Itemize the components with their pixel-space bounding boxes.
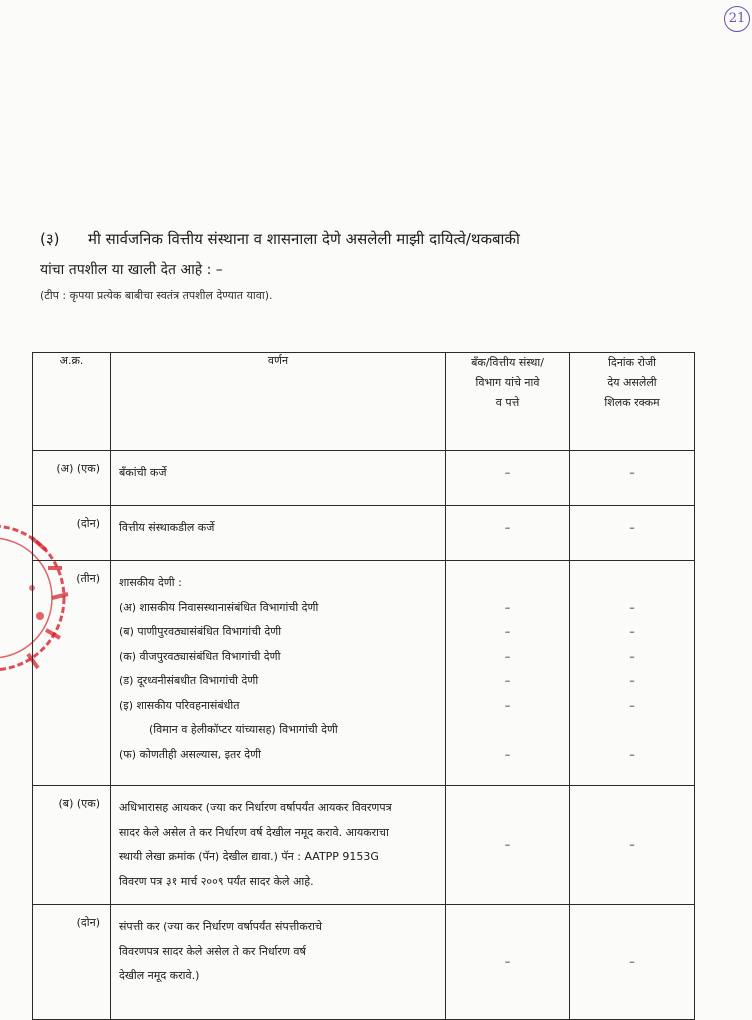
- row-code: (तीन): [33, 561, 111, 786]
- description-line: विवरणपत्र सादर केले असेल ते कर निर्धारण वर्ष: [119, 944, 306, 958]
- section-heading-text: मी सार्वजनिक वित्तीय संस्थाना व शासनाला देणे असलेली माझी दायित्वे/थकबाकी: [88, 230, 520, 248]
- bank-dash: –: [504, 600, 511, 614]
- row-amount: [570, 561, 695, 786]
- row-amount: –: [570, 905, 695, 1020]
- section-number: (३): [40, 230, 60, 248]
- header-bank-line: बँक/वित्तीय संस्था/: [471, 356, 544, 369]
- row-code: (अ) (एक): [33, 451, 111, 506]
- row-amount: –: [570, 451, 695, 506]
- description-line: संपत्ती कर (ज्या कर निर्धारण वर्षापर्यंत संपत्तीकराचे: [119, 920, 322, 933]
- bank-dash: –: [504, 625, 511, 638]
- table-row: [33, 451, 695, 506]
- description-line: (ड) दूरध्वनीसंबधीत विभागांची देणी: [119, 674, 259, 687]
- table-row: [33, 506, 695, 561]
- header-serial: अ.क्र.: [33, 353, 111, 451]
- section-heading-continuation: यांचा तपशील या खाली देत आहे : –: [40, 262, 223, 278]
- header-balance-line: देय असलेली: [607, 376, 657, 389]
- header-bank: [446, 353, 570, 451]
- description-line: सादर केले असेल ते कर निर्धारण वर्ष देखील नमूद करावे. आयकराचा: [119, 825, 389, 839]
- row-description: [111, 905, 446, 1020]
- liabilities-table: [32, 352, 695, 1020]
- section-note: (टीप : कृपया प्रत्येक बाबीचा स्वतंत्र तपशील देण्यात यावा).: [40, 289, 273, 302]
- row-description: [111, 561, 446, 786]
- header-balance-line: दिनांक रोजी: [608, 356, 656, 369]
- bank-dash: –: [504, 747, 511, 761]
- description-line: (क) वीजपुरवठ्यासंबंधित विभागांची देणी: [119, 649, 281, 663]
- row-code: (दोन): [33, 506, 111, 561]
- amount-dash: –: [629, 649, 635, 663]
- description-line: वित्तीय संस्थाकडील कर्जे: [119, 521, 215, 534]
- description-line: स्थायी लेखा क्रमांक (पॅन) देखील द्यावा.) पॅन : AATPP 9153G: [119, 850, 379, 863]
- row-code: (ब) (एक): [33, 786, 111, 905]
- page-number: 21: [724, 6, 750, 32]
- row-amount: –: [570, 506, 695, 561]
- description-title: शासकीय देणी :: [119, 576, 182, 589]
- header-balance-line: शिलक रक्कम: [604, 396, 660, 409]
- row-amount: –: [570, 786, 695, 905]
- description-line: (अ) शासकीय निवासस्थानासंबंधित विभागांची देणी: [119, 600, 319, 614]
- row-bank: –: [446, 506, 570, 561]
- row-description: [111, 786, 446, 905]
- row-bank: –: [446, 451, 570, 506]
- description-line: (ब) पाणीपुरवठ्यासंबंधित विभागांची देणी: [119, 625, 282, 638]
- amount-dash: –: [629, 698, 635, 712]
- header-description: वर्णन: [111, 353, 446, 451]
- row-description: [111, 506, 446, 561]
- table-header-row: [33, 353, 695, 451]
- header-bank-line: विभाग यांचे नावे: [475, 376, 540, 389]
- amount-dash: –: [629, 674, 635, 687]
- row-description: [111, 451, 446, 506]
- row-bank: [446, 561, 570, 786]
- table-row: [33, 786, 695, 905]
- row-code: (दोन): [33, 905, 111, 1020]
- table-row: [33, 905, 695, 1020]
- row-bank: –: [446, 786, 570, 905]
- amount-dash: –: [629, 600, 635, 614]
- row-bank: –: [446, 905, 570, 1020]
- description-line: बँकांची कर्जे: [119, 466, 167, 479]
- description-line: देखील नमूद करावे.): [119, 969, 200, 982]
- amount-dash: –: [629, 625, 635, 638]
- bank-dash: –: [504, 698, 511, 712]
- description-line: (फ) कोणतीही असल्यास, इतर देणी: [119, 747, 261, 761]
- bank-dash: –: [504, 649, 511, 663]
- description-line: (विमान व हेलीकॉप्टर यांच्यासह) विभागांची देणी: [149, 723, 338, 736]
- description-line: (इ) शासकीय परिवहनासंबंधीत: [119, 698, 240, 712]
- header-balance: [570, 353, 695, 451]
- description-line: अधिभारासह आयकर (ज्या कर निर्धारण वर्षापर्यंत आयकर विवरणपत्र: [119, 801, 392, 814]
- bank-dash: –: [504, 674, 511, 687]
- description-line: विवरण पत्र ३१ मार्च २००९ पर्यंत सादर केले आहे.: [119, 874, 314, 888]
- table-row: [33, 561, 695, 786]
- amount-dash: –: [629, 747, 635, 761]
- header-bank-line: व पत्ते: [495, 396, 520, 409]
- section-heading: [40, 229, 720, 249]
